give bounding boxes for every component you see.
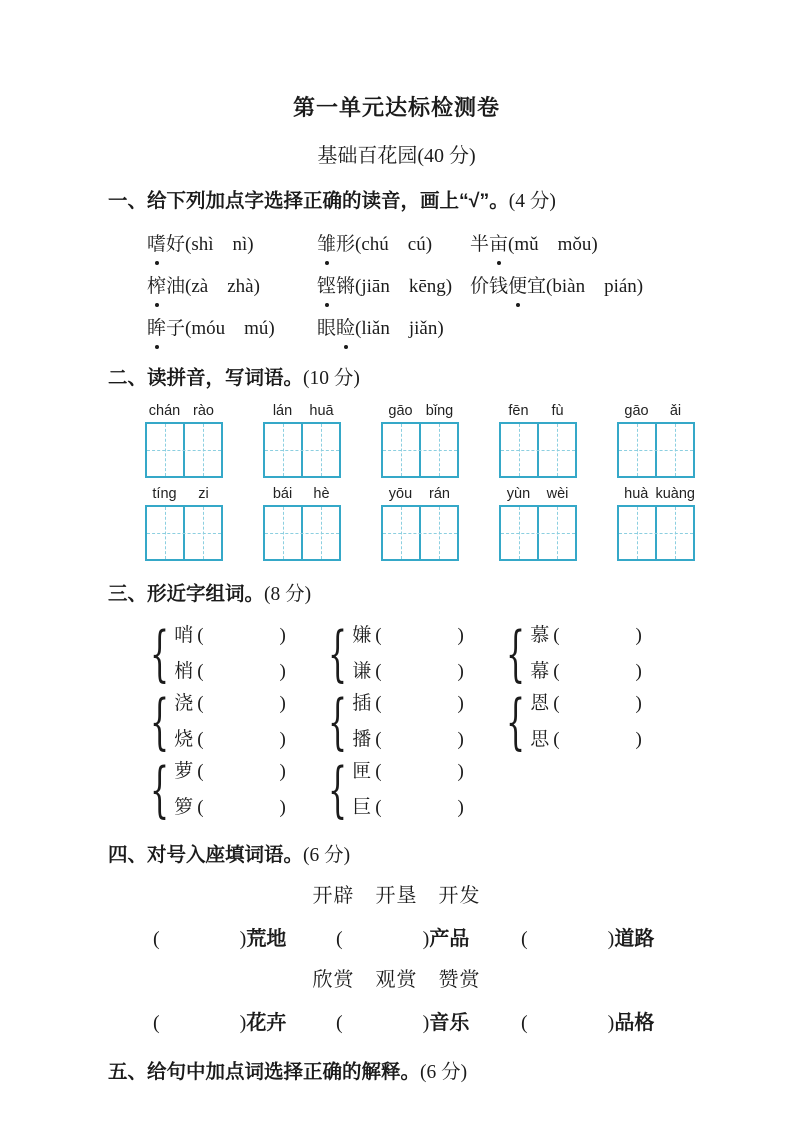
pinyin-choices: (biàn pián): [546, 276, 644, 297]
answer-blank: ( ): [375, 729, 464, 750]
character-line: [530, 658, 642, 686]
answer-blank: ( ): [197, 625, 286, 646]
character: 谦: [352, 661, 372, 682]
answer-blank: ( ): [553, 661, 642, 682]
character-line: [352, 690, 464, 718]
writing-grid-row: [145, 485, 793, 561]
brace-icon: [506, 690, 525, 754]
answer-blank: ( ): [375, 625, 464, 646]
writing-box: [619, 424, 655, 476]
writing-box: [655, 424, 693, 476]
section-3-heading: [108, 581, 793, 608]
character-pair-row: [150, 690, 793, 754]
fill-word: 荒地: [246, 928, 287, 950]
pinyin-labels: [499, 485, 577, 505]
writing-boxes: [499, 422, 577, 478]
emphasis-dot-char: 睑: [336, 315, 355, 343]
emphasis-dot-char: 便: [508, 273, 527, 301]
word-suffix: 形: [336, 234, 356, 255]
section-4-heading-text: 四、对号入座填词语。: [108, 844, 304, 866]
pinyin-syllable: chán: [148, 403, 181, 419]
character: 浇: [174, 693, 194, 714]
section-5-heading-text: 五、给句中加点词选择正确的解释。: [108, 1061, 421, 1083]
brace-icon: [150, 690, 169, 754]
writing-box: [147, 507, 183, 559]
writing-grid-group: [617, 402, 695, 478]
section-3-heading-text: 三、形近字组词。: [108, 583, 265, 605]
pinyin-choices: (jiān kēng): [355, 276, 453, 297]
pinyin-syllable: tíng: [152, 486, 177, 502]
character-pair-lines: [530, 622, 642, 686]
writing-box: [301, 424, 339, 476]
answer-blank: ( ): [375, 661, 464, 682]
writing-grid-group: [617, 485, 695, 561]
fill-word: 品格: [614, 1012, 655, 1034]
word-prefix: 价钱: [470, 276, 509, 297]
pinyin-syllable: bǐng: [425, 403, 454, 419]
section-4-score: (6 分): [303, 845, 351, 866]
pinyin-syllable: yùn: [506, 486, 531, 502]
pinyin-labels: [499, 402, 577, 422]
pinyin-labels: [381, 402, 459, 422]
fill-item: [521, 1009, 654, 1037]
emphasis-dot-char: 嗜: [147, 231, 166, 259]
answer-blank: ( ): [521, 1012, 615, 1034]
character: 播: [352, 729, 372, 750]
brace-icon: [328, 758, 347, 822]
answer-blank: ( ): [553, 693, 642, 714]
character-pair: [150, 622, 328, 686]
answer-blank: ( ): [375, 693, 464, 714]
character-line: [174, 690, 286, 718]
character-line: [530, 622, 642, 650]
pronunciation-row: [147, 315, 793, 345]
writing-boxes: [617, 422, 695, 478]
writing-box: [501, 424, 537, 476]
answer-blank: ( ): [153, 1012, 247, 1034]
pronunciation-item: [470, 231, 598, 261]
answer-blank: ( ): [153, 928, 247, 950]
pinyin-syllable: fēn: [508, 403, 529, 419]
answer-blank: ( ): [336, 1012, 430, 1034]
writing-boxes: [617, 505, 695, 561]
character: 嫌: [352, 625, 372, 646]
pronunciation-item: [147, 231, 317, 261]
character: 烧: [174, 729, 194, 750]
answer-blank: ( ): [197, 729, 286, 750]
pinyin-syllable: huā: [309, 403, 334, 419]
character: 慕: [530, 625, 550, 646]
character: 思: [530, 729, 550, 750]
fill-item: [521, 925, 654, 953]
character: 恩: [530, 693, 550, 714]
section-2-heading-text: 二、读拼音，写词语。: [108, 367, 304, 389]
character-pair-row: [150, 758, 793, 822]
brace-icon: [328, 690, 347, 754]
brace-icon: [150, 758, 169, 822]
writing-boxes: [381, 422, 459, 478]
character: 哨: [174, 625, 194, 646]
pinyin-labels: [263, 485, 341, 505]
pinyin-labels: [263, 402, 341, 422]
character-pair: [506, 622, 684, 686]
character-pair-lines: [352, 758, 464, 822]
fill-word: 产品: [429, 928, 470, 950]
fill-word: 道路: [614, 928, 655, 950]
pinyin-labels: [617, 402, 695, 422]
fill-word: 音乐: [429, 1012, 470, 1034]
pinyin-syllable: kuàng: [655, 486, 695, 502]
character-pair: [150, 690, 328, 754]
fill-item: [336, 925, 521, 953]
answer-blank: ( ): [197, 661, 286, 682]
fill-item: [153, 1009, 336, 1037]
pinyin-labels: [617, 485, 695, 505]
pinyin-syllable: lán: [272, 403, 293, 419]
character-pair-row: [150, 622, 793, 686]
character-pair: [328, 622, 506, 686]
character-line: [352, 658, 464, 686]
character-line: [352, 758, 464, 786]
writing-box: [301, 507, 339, 559]
section-1-items: [147, 231, 793, 345]
character: 箩: [174, 797, 194, 818]
writing-box: [655, 507, 693, 559]
word-suffix: 油: [166, 276, 186, 297]
pinyin-choices: (shì nì): [185, 234, 254, 255]
writing-boxes: [499, 505, 577, 561]
character-line: [174, 726, 286, 754]
brace-icon: [506, 622, 525, 686]
writing-box: [537, 424, 575, 476]
character-pair-lines: [352, 622, 464, 686]
character-line: [530, 726, 642, 754]
answer-blank: ( ): [197, 797, 286, 818]
section-1-heading-text: 一、给下列加点字选择正确的读音，画上“√”。: [108, 190, 509, 212]
character-line: [174, 622, 286, 650]
answer-blank: ( ): [375, 761, 464, 782]
pronunciation-item: [317, 231, 470, 261]
fill-item: [336, 1009, 521, 1037]
character-pair-lines: [174, 690, 286, 754]
pinyin-syllable: hè: [313, 486, 330, 502]
writing-box: [419, 424, 457, 476]
writing-box: [419, 507, 457, 559]
page-title: 第一单元达标检测卷: [292, 95, 500, 120]
section-1-score: (4 分): [508, 191, 556, 212]
answer-blank: ( ): [375, 797, 464, 818]
word-suffix: 宜: [527, 276, 547, 297]
answer-blank: ( ): [553, 625, 642, 646]
writing-grid-group: [145, 402, 223, 478]
character-line: [174, 658, 286, 686]
writing-box: [537, 507, 575, 559]
pronunciation-item: [147, 273, 317, 303]
word-bank-1: 开辟 开垦 开发: [312, 885, 481, 907]
answer-blank: ( ): [553, 729, 642, 750]
word-bank-2: 欣赏 观赏 赞赏: [312, 969, 481, 991]
answer-blank: ( ): [336, 928, 430, 950]
character-pair-lines: [530, 690, 642, 754]
writing-box: [265, 424, 301, 476]
pinyin-labels: [145, 485, 223, 505]
pronunciation-row: [147, 273, 793, 303]
character-pair: [328, 690, 506, 754]
character: 匣: [352, 761, 372, 782]
section-1-heading: [108, 188, 793, 215]
character-pair-lines: [174, 622, 286, 686]
character: 萝: [174, 761, 194, 782]
writing-grid-group: [263, 485, 341, 561]
emphasis-dot-char: 亩: [489, 231, 508, 259]
character-pair: [328, 758, 506, 822]
character-line: [174, 794, 286, 822]
pinyin-choices: (mǔ mǒu): [508, 234, 598, 255]
writing-box: [383, 424, 419, 476]
word-suffix: 好: [166, 234, 186, 255]
pronunciation-item: [317, 315, 470, 345]
section-5-heading: [108, 1059, 793, 1086]
pinyin-syllable: fù: [551, 403, 564, 419]
writing-grid-group: [381, 485, 459, 561]
character-pair-lines: [352, 690, 464, 754]
section-2-writing-grids: [145, 402, 793, 561]
character: 巨: [352, 797, 372, 818]
character: 梢: [174, 661, 194, 682]
writing-grid-group: [145, 485, 223, 561]
pinyin-choices: (móu mú): [185, 318, 275, 339]
character: 插: [352, 693, 372, 714]
pinyin-syllable: ǎi: [669, 403, 682, 419]
emphasis-dot-char: 铿: [317, 273, 336, 301]
writing-grid-group: [263, 402, 341, 478]
character-line: [530, 690, 642, 718]
writing-grid-group: [381, 402, 459, 478]
pinyin-syllable: zi: [198, 486, 209, 502]
character-line: [352, 622, 464, 650]
brace-icon: [150, 622, 169, 686]
pronunciation-row: [147, 231, 793, 261]
pinyin-syllable: wèi: [546, 486, 569, 502]
writing-boxes: [263, 422, 341, 478]
word-suffix: 子: [166, 318, 186, 339]
character-pair-lines: [174, 758, 286, 822]
brace-icon: [328, 622, 347, 686]
fill-row-2: [153, 1009, 793, 1037]
character-line: [352, 726, 464, 754]
writing-box: [619, 507, 655, 559]
character-pair: [150, 758, 328, 822]
emphasis-dot-char: 眸: [147, 315, 166, 343]
emphasis-dot-char: 雏: [317, 231, 336, 259]
writing-box: [501, 507, 537, 559]
answer-blank: ( ): [521, 928, 615, 950]
writing-box: [147, 424, 183, 476]
pinyin-labels: [145, 402, 223, 422]
pinyin-syllable: bái: [272, 486, 293, 502]
writing-box: [383, 507, 419, 559]
character: 幕: [530, 661, 550, 682]
pronunciation-item: [317, 273, 470, 303]
writing-boxes: [263, 505, 341, 561]
writing-boxes: [145, 505, 223, 561]
character-pair: [506, 690, 684, 754]
pinyin-choices: (zà zhà): [185, 276, 260, 297]
character-line: [174, 758, 286, 786]
pinyin-syllable: rán: [429, 486, 450, 502]
section-2-score: (10 分): [303, 368, 360, 389]
writing-box: [183, 424, 221, 476]
writing-grid-group: [499, 485, 577, 561]
section-2-heading: [108, 365, 793, 392]
word-prefix: 半: [470, 234, 490, 255]
writing-boxes: [381, 505, 459, 561]
fill-item: [153, 925, 336, 953]
writing-boxes: [145, 422, 223, 478]
character-line: [352, 794, 464, 822]
section-4-heading: [108, 842, 793, 869]
writing-grid-group: [499, 402, 577, 478]
fill-word: 花卉: [246, 1012, 287, 1034]
pinyin-choices: (chú cú): [355, 234, 433, 255]
section-5-score: (6 分): [420, 1062, 468, 1083]
answer-blank: ( ): [197, 693, 286, 714]
pronunciation-item: [147, 315, 317, 345]
pinyin-syllable: rào: [193, 403, 214, 419]
pinyin-choices: (liǎn jiǎn): [355, 318, 444, 339]
section-3-score: (8 分): [264, 584, 312, 605]
writing-box: [183, 507, 221, 559]
writing-box: [265, 507, 301, 559]
pinyin-syllable: yōu: [388, 486, 413, 502]
emphasis-dot-char: 榨: [147, 273, 166, 301]
answer-blank: ( ): [197, 761, 286, 782]
word-prefix: 眼: [317, 318, 337, 339]
section-3-character-pairs: [150, 622, 793, 822]
pinyin-syllable: huà: [624, 486, 649, 502]
pinyin-syllable: gāo: [388, 403, 413, 419]
word-suffix: 锵: [336, 276, 356, 297]
fill-row-1: [153, 925, 793, 953]
pinyin-syllable: gāo: [624, 403, 649, 419]
pronunciation-item: [470, 273, 643, 303]
writing-grid-row: [145, 402, 793, 478]
page-subtitle: 基础百花园(40 分): [317, 145, 476, 167]
pinyin-labels: [381, 485, 459, 505]
